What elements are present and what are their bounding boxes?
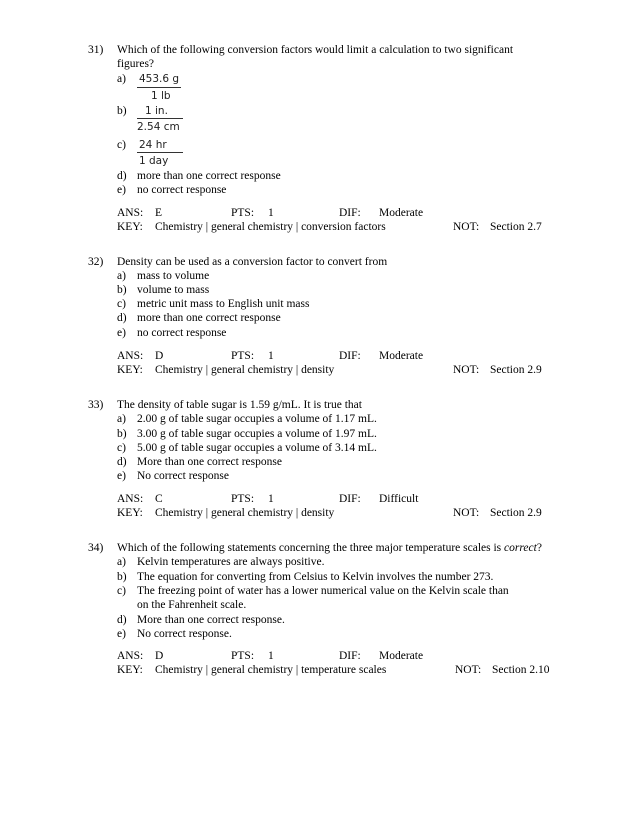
option-text: The freezing point of water has a lower numerical value on the Kelvin scale than xyxy=(137,585,509,597)
question-number: 31) xyxy=(88,44,104,56)
option-label: d) xyxy=(117,170,127,182)
key-value: Chemistry | general chemistry | temperature scales xyxy=(155,664,387,676)
pts-value: 1 xyxy=(268,207,274,219)
pts-value: 1 xyxy=(268,493,274,505)
option-text: 5.00 g of table sugar occupies a volume of 3.14 mL. xyxy=(137,442,377,454)
option-label: b) xyxy=(117,428,127,440)
question-text-part: ? xyxy=(536,542,542,554)
ans-label: ANS: xyxy=(117,650,144,662)
fraction-bar xyxy=(137,118,183,119)
dif-label: DIF: xyxy=(339,650,361,662)
option-label: e) xyxy=(117,470,126,482)
option-label: b) xyxy=(117,284,127,296)
pts-label: PTS: xyxy=(231,350,255,362)
key-value: Chemistry | general chemistry | density xyxy=(155,507,335,519)
option-text: more than one correct response xyxy=(137,170,281,182)
key-value: Chemistry | general chemistry | conversion factors xyxy=(155,221,386,233)
pts-value: 1 xyxy=(268,350,274,362)
option-label: e) xyxy=(117,628,126,640)
option-label: c) xyxy=(117,139,126,151)
pts-label: PTS: xyxy=(231,207,255,219)
option-text: 2.00 g of table sugar occupies a volume of 1.17 mL. xyxy=(137,413,377,425)
ans-label: ANS: xyxy=(117,350,144,362)
question-text-continued: figures? xyxy=(117,58,155,70)
option-c-continued: on the Fahrenheit scale. xyxy=(137,599,247,611)
not-value: Section 2.9 xyxy=(490,364,542,376)
option-label: a) xyxy=(117,73,126,85)
pts-label: PTS: xyxy=(231,650,255,662)
key-label: KEY: xyxy=(117,507,143,519)
question-text xyxy=(117,541,597,555)
question-text: Density can be used as a conversion factor to convert from xyxy=(117,256,388,268)
option-text: no correct response xyxy=(137,327,227,339)
key-label: KEY: xyxy=(117,664,143,676)
fraction-numerator: 24 hr xyxy=(139,139,167,151)
fraction-denominator: 2.54 cm xyxy=(137,121,180,133)
dif-value: Difficult xyxy=(379,493,419,505)
pts-label: PTS: xyxy=(231,493,255,505)
question-text: The density of table sugar is 1.59 g/mL. It is true that xyxy=(117,399,362,411)
not-value: Section 2.9 xyxy=(490,507,542,519)
option-text: more than one correct response xyxy=(137,312,281,324)
option-text: The equation for converting from Celsius to Kelvin involves the number 273. xyxy=(137,571,494,583)
option-label: a) xyxy=(117,413,126,425)
dif-value: Moderate xyxy=(379,207,424,219)
option-text: mass to volume xyxy=(137,270,210,282)
fraction-bar xyxy=(137,87,181,88)
fraction-denominator: 1 day xyxy=(139,155,169,167)
dif-value: Moderate xyxy=(379,650,424,662)
question-number: 34) xyxy=(88,542,104,554)
ans-value: C xyxy=(155,493,163,505)
fraction-numerator: 1 in. xyxy=(145,105,168,117)
option-text: No correct response. xyxy=(137,628,232,640)
option-label: e) xyxy=(117,327,126,339)
key-label: KEY: xyxy=(117,364,143,376)
option-text: 3.00 g of table sugar occupies a volume of 1.97 mL. xyxy=(137,428,377,440)
option-text: no correct response xyxy=(137,184,227,196)
dif-label: DIF: xyxy=(339,207,361,219)
option-text: volume to mass xyxy=(137,284,210,296)
option-text: No correct response xyxy=(137,470,229,482)
option-label: b) xyxy=(117,105,127,117)
key-value: Chemistry | general chemistry | density xyxy=(155,364,335,376)
not-label: NOT: xyxy=(453,221,480,233)
ans-value: E xyxy=(155,207,163,219)
option-text: metric unit mass to English unit mass xyxy=(137,298,310,310)
option-label: d) xyxy=(117,456,127,468)
not-label: NOT: xyxy=(453,507,480,519)
ans-label: ANS: xyxy=(117,493,144,505)
option-text: Kelvin temperatures are always positive. xyxy=(137,556,325,568)
not-value: Section 2.7 xyxy=(490,221,542,233)
pts-value: 1 xyxy=(268,650,274,662)
option-label: a) xyxy=(117,270,126,282)
question-number: 33) xyxy=(88,399,104,411)
option-label: e) xyxy=(117,184,126,196)
question-text-part: Which of the following statements concerning the three major temperature scales is xyxy=(117,542,505,554)
option-label: c) xyxy=(117,442,126,454)
option-text: More than one correct response xyxy=(137,456,282,468)
question-text: Which of the following conversion factors would limit a calculation to two significant xyxy=(117,44,514,56)
not-label: NOT: xyxy=(455,664,482,676)
option-text: More than one correct response. xyxy=(137,614,285,626)
option-label: d) xyxy=(117,312,127,324)
question-text-emphasis: correct xyxy=(504,542,537,554)
option-label: c) xyxy=(117,585,126,597)
dif-label: DIF: xyxy=(339,493,361,505)
dif-value: Moderate xyxy=(379,350,424,362)
ans-value: D xyxy=(155,650,164,662)
option-label: a) xyxy=(117,556,126,568)
ans-value: D xyxy=(155,350,164,362)
fraction-numerator: 453.6 g xyxy=(139,73,180,85)
option-label: b) xyxy=(117,571,127,583)
fraction-bar xyxy=(137,152,183,153)
question-number: 32) xyxy=(88,256,104,268)
option-label: d) xyxy=(117,614,127,626)
dif-label: DIF: xyxy=(339,350,361,362)
not-value: Section 2.10 xyxy=(492,664,550,676)
not-label: NOT: xyxy=(453,364,480,376)
fraction-denominator: 1 lb xyxy=(151,90,171,102)
ans-label: ANS: xyxy=(117,207,144,219)
key-label: KEY: xyxy=(117,221,143,233)
option-label: c) xyxy=(117,298,126,310)
